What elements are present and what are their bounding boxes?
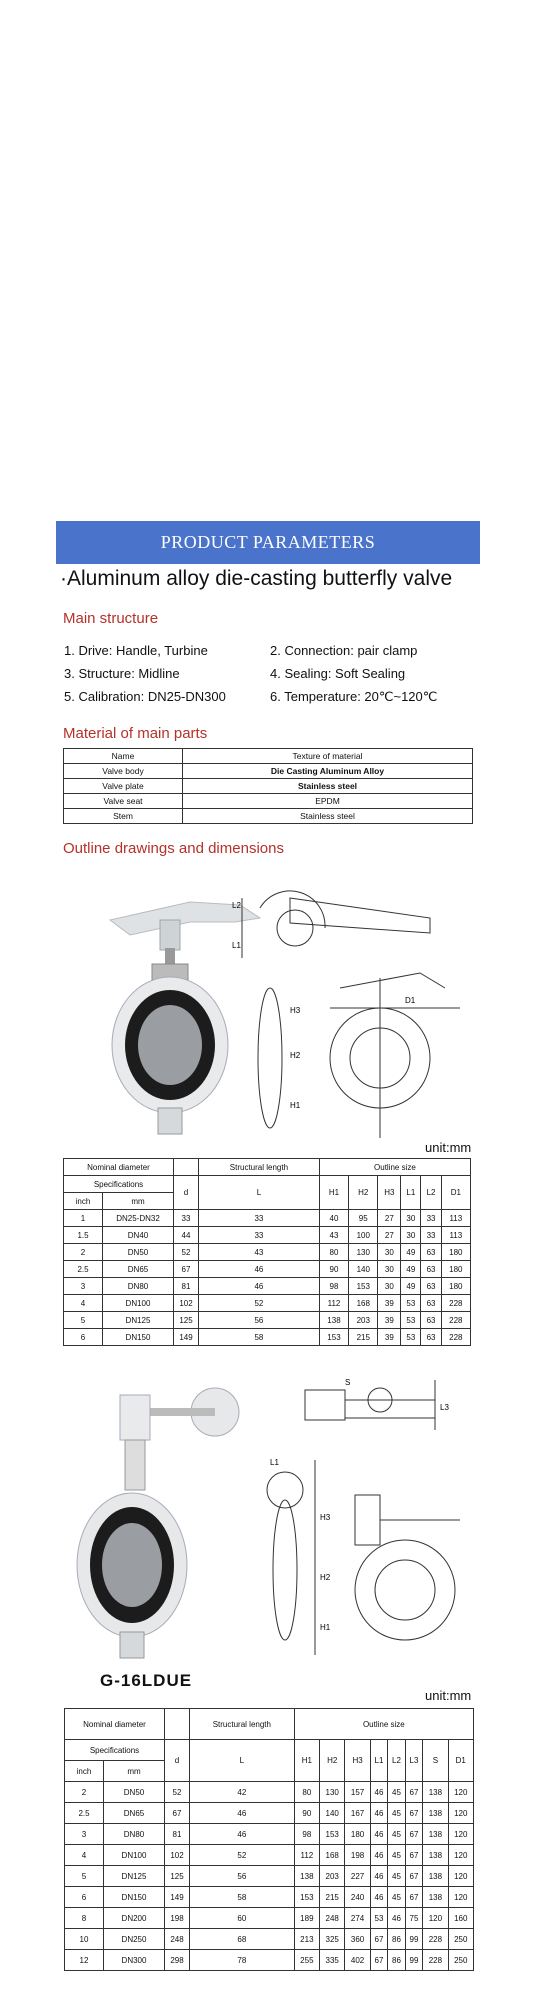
table-cell: 63 [421, 1261, 441, 1278]
parameters-banner [56, 521, 480, 564]
table-cell: 53 [401, 1312, 421, 1329]
table-cell: 46 [199, 1261, 320, 1278]
table-row [65, 1866, 474, 1887]
table-cell: 3 [64, 1278, 103, 1295]
table-header-cell: Nominal diameter [65, 1709, 165, 1740]
table-cell: 49 [401, 1244, 421, 1261]
table-cell: 46 [370, 1866, 387, 1887]
table-header-cell: Specifications [64, 1176, 174, 1193]
table-header-cell: Outline size [319, 1159, 470, 1176]
table-cell: 56 [199, 1312, 320, 1329]
table-cell: DN125 [104, 1866, 165, 1887]
dim-label: L2 [232, 901, 241, 910]
table-cell: 325 [320, 1929, 345, 1950]
table-cell: 42 [190, 1782, 295, 1803]
table-cell: 112 [294, 1845, 319, 1866]
table-cell: 81 [165, 1824, 190, 1845]
table-cell: DN200 [104, 1908, 165, 1929]
table-header-cell: Structural length [199, 1159, 320, 1176]
table-cell: 1.5 [64, 1227, 103, 1244]
feature-item: 2. Connection: pair clamp [270, 643, 418, 658]
table-cell: Stainless steel [183, 809, 473, 824]
table-cell: 39 [378, 1312, 401, 1329]
table-cell: 98 [319, 1278, 348, 1295]
table-cell: 189 [294, 1908, 319, 1929]
table-cell: 250 [448, 1950, 473, 1971]
dim-label: L1 [270, 1458, 279, 1467]
table-cell: 138 [423, 1824, 448, 1845]
table-header-cell: L1 [370, 1740, 387, 1782]
table-cell: 215 [320, 1887, 345, 1908]
table-header-cell [165, 1709, 190, 1740]
model-label: G-16LDUE [100, 1671, 193, 1690]
table-cell: 120 [448, 1866, 473, 1887]
table-cell: 10 [65, 1929, 104, 1950]
table-row [64, 1210, 471, 1227]
banner-title: PRODUCT PARAMETERS [160, 532, 376, 552]
table-cell: 75 [405, 1908, 422, 1929]
table-cell: 168 [349, 1295, 378, 1312]
table-cell: 43 [319, 1227, 348, 1244]
table-cell: 100 [349, 1227, 378, 1244]
table-cell: 40 [319, 1210, 348, 1227]
dim-label: L1 [232, 941, 241, 950]
table-cell: 67 [370, 1929, 387, 1950]
table-cell: DN65 [104, 1803, 165, 1824]
table-row [64, 1278, 471, 1295]
table-header-cell: mm [104, 1761, 165, 1782]
dim-label: H2 [290, 1051, 301, 1060]
table-cell: 102 [174, 1295, 199, 1312]
table-cell: 113 [441, 1210, 470, 1227]
table-header-cell: Nominal diameter [64, 1159, 174, 1176]
table-cell: 248 [320, 1908, 345, 1929]
table-cell: 39 [378, 1295, 401, 1312]
table-cell: 130 [320, 1782, 345, 1803]
outline-drawing-1 [230, 878, 470, 1148]
table-cell: 120 [448, 1887, 473, 1908]
table-cell: 46 [388, 1908, 405, 1929]
table-header-cell: D1 [441, 1176, 470, 1210]
table-cell: 255 [294, 1950, 319, 1971]
table-cell: 274 [345, 1908, 370, 1929]
table-cell: Valve plate [64, 779, 183, 794]
table-cell: 198 [165, 1908, 190, 1929]
table-cell: 240 [345, 1887, 370, 1908]
unit-label: unit:mm [425, 1688, 472, 1703]
table-cell: 180 [441, 1278, 470, 1295]
table-cell: 138 [423, 1803, 448, 1824]
table-header-cell: mm [103, 1193, 174, 1210]
table-cell: 33 [199, 1210, 320, 1227]
table-row [64, 1244, 471, 1261]
table-cell: 67 [165, 1803, 190, 1824]
main-structure-heading: Main structure [63, 610, 159, 627]
dim-label: H2 [320, 1573, 331, 1582]
dim-label: D1 [405, 996, 416, 1005]
table-cell: 138 [294, 1866, 319, 1887]
table-cell: 46 [190, 1824, 295, 1845]
table-header-cell: D1 [448, 1740, 473, 1782]
table-cell: 6 [65, 1887, 104, 1908]
table-header-cell: Name [64, 749, 183, 764]
feature-item: 4. Sealing: Soft Sealing [270, 666, 406, 681]
table-cell: 45 [388, 1887, 405, 1908]
table-cell: 33 [174, 1210, 199, 1227]
table-cell: 120 [448, 1782, 473, 1803]
dim-label: S [345, 1378, 351, 1387]
table-cell: 99 [405, 1950, 422, 1971]
table-cell: 58 [199, 1329, 320, 1346]
table-cell: 138 [319, 1312, 348, 1329]
table-cell: 112 [319, 1295, 348, 1312]
table-cell: 46 [370, 1824, 387, 1845]
table-cell: 5 [65, 1866, 104, 1887]
table-cell: 2.5 [65, 1803, 104, 1824]
table-cell: 33 [421, 1210, 441, 1227]
table-cell: 45 [388, 1845, 405, 1866]
table-cell: 125 [174, 1312, 199, 1329]
table-header-cell: H2 [349, 1176, 378, 1210]
table-cell: 27 [378, 1227, 401, 1244]
material-table [63, 748, 473, 824]
table-cell: 335 [320, 1950, 345, 1971]
table-row [65, 1824, 474, 1845]
table-cell: 56 [190, 1866, 295, 1887]
table-cell: DN150 [104, 1887, 165, 1908]
table-cell: 30 [378, 1244, 401, 1261]
table-cell: 5 [64, 1312, 103, 1329]
table-row [64, 779, 473, 794]
table-cell: 248 [165, 1929, 190, 1950]
table-cell: 33 [421, 1227, 441, 1244]
table-cell: 102 [165, 1845, 190, 1866]
table-cell: 80 [319, 1244, 348, 1261]
table-cell: 53 [370, 1908, 387, 1929]
table-cell: DN100 [103, 1295, 174, 1312]
table-cell: 213 [294, 1929, 319, 1950]
table-header-cell: L [190, 1740, 295, 1782]
table-header-cell: H3 [345, 1740, 370, 1782]
table-cell: 153 [320, 1824, 345, 1845]
table-cell: DN80 [104, 1824, 165, 1845]
table-cell: 52 [190, 1845, 295, 1866]
table-cell: Valve body [64, 764, 183, 779]
table-cell: Die Casting Aluminum Alloy [183, 764, 473, 779]
table-cell: 52 [174, 1244, 199, 1261]
table-cell: 298 [165, 1950, 190, 1971]
table-row [65, 1803, 474, 1824]
table-header-cell: L2 [388, 1740, 405, 1782]
table-header-cell: L1 [401, 1176, 421, 1210]
table-cell: DN150 [103, 1329, 174, 1346]
table-row [65, 1782, 474, 1803]
table-cell: DN50 [103, 1244, 174, 1261]
table-cell: 99 [405, 1929, 422, 1950]
table-cell: DN65 [103, 1261, 174, 1278]
table-cell: 168 [320, 1845, 345, 1866]
table-cell: 1 [64, 1210, 103, 1227]
table-cell: 80 [294, 1782, 319, 1803]
table-cell: 46 [370, 1887, 387, 1908]
table-cell: 67 [405, 1845, 422, 1866]
table-header-cell: L [199, 1176, 320, 1210]
outline-heading: Outline drawings and dimensions [63, 840, 284, 857]
dim-label: H1 [320, 1623, 331, 1632]
table-cell: 203 [320, 1866, 345, 1887]
table-cell: 86 [388, 1929, 405, 1950]
table-cell: 2.5 [64, 1261, 103, 1278]
table-row [65, 1929, 474, 1950]
table-cell: DN80 [103, 1278, 174, 1295]
table-cell: EPDM [183, 794, 473, 809]
table-cell: 153 [294, 1887, 319, 1908]
dim-label: H1 [290, 1101, 301, 1110]
table-header-cell: L2 [421, 1176, 441, 1210]
table-cell: 90 [294, 1803, 319, 1824]
table-cell: 46 [370, 1803, 387, 1824]
table-cell: 120 [423, 1908, 448, 1929]
table-cell: 203 [349, 1312, 378, 1329]
table-row [65, 1908, 474, 1929]
table-cell: 95 [349, 1210, 378, 1227]
table-header-cell: Structural length [190, 1709, 295, 1740]
dim-label: H3 [290, 1006, 301, 1015]
table-cell: 180 [441, 1244, 470, 1261]
table-cell: 4 [64, 1295, 103, 1312]
table-cell: 63 [421, 1295, 441, 1312]
table-cell: DN250 [104, 1929, 165, 1950]
table-cell: 6 [64, 1329, 103, 1346]
table-cell: 227 [345, 1866, 370, 1887]
table-cell: 67 [405, 1866, 422, 1887]
table-header-cell: S [423, 1740, 448, 1782]
table-cell: 149 [174, 1329, 199, 1346]
feature-item: 3. Structure: Midline [64, 666, 180, 681]
table-cell: 157 [345, 1782, 370, 1803]
table-cell: Valve seat [64, 794, 183, 809]
feature-item: 1. Drive: Handle, Turbine [64, 643, 208, 658]
table-cell: 125 [165, 1866, 190, 1887]
table-cell: 90 [319, 1261, 348, 1278]
table-cell: 138 [423, 1845, 448, 1866]
table-cell: 98 [294, 1824, 319, 1845]
table-cell: 46 [370, 1782, 387, 1803]
table-header-cell: L3 [405, 1740, 422, 1782]
table-cell: 39 [378, 1329, 401, 1346]
table-cell: 67 [405, 1887, 422, 1908]
table-cell: 43 [199, 1244, 320, 1261]
table-cell: 33 [199, 1227, 320, 1244]
table-cell: 49 [401, 1278, 421, 1295]
table-cell: 3 [65, 1824, 104, 1845]
table-cell: 45 [388, 1824, 405, 1845]
table-cell: 67 [405, 1782, 422, 1803]
dim-label: H3 [320, 1513, 331, 1522]
outline-drawing-2 [245, 1370, 470, 1670]
table-header-cell: H3 [378, 1176, 401, 1210]
table-cell: 153 [349, 1278, 378, 1295]
table-cell: 45 [388, 1866, 405, 1887]
table-cell: 60 [190, 1908, 295, 1929]
table-cell: 228 [423, 1929, 448, 1950]
table-cell: 52 [165, 1782, 190, 1803]
table-cell: 45 [388, 1803, 405, 1824]
table-header-cell: Outline size [294, 1709, 473, 1740]
table-cell: DN25-DN32 [103, 1210, 174, 1227]
table-row [65, 1887, 474, 1908]
table-cell: 2 [65, 1782, 104, 1803]
table-cell: 46 [199, 1278, 320, 1295]
table-cell: 63 [421, 1244, 441, 1261]
table-cell: 160 [448, 1908, 473, 1929]
gear-valve-photo [70, 1370, 240, 1670]
table-header-cell [174, 1159, 199, 1176]
table-cell: 198 [345, 1845, 370, 1866]
table-cell: 68 [190, 1929, 295, 1950]
table-cell: 53 [401, 1295, 421, 1312]
table-cell: 402 [345, 1950, 370, 1971]
table-cell: 140 [349, 1261, 378, 1278]
feature-item: 5. Calibration: DN25-DN300 [64, 689, 226, 704]
table-cell: 250 [448, 1929, 473, 1950]
table-row [64, 809, 473, 824]
table-cell: 30 [401, 1227, 421, 1244]
table-cell: 153 [319, 1329, 348, 1346]
dimension-table-1 [63, 1158, 471, 1346]
table-cell: 46 [190, 1803, 295, 1824]
table-cell: 360 [345, 1929, 370, 1950]
table-header-cell: inch [64, 1193, 103, 1210]
table-cell: 4 [65, 1845, 104, 1866]
table-header-cell: H1 [294, 1740, 319, 1782]
table-cell: 44 [174, 1227, 199, 1244]
feature-item: 6. Temperature: 20℃~120℃ [270, 689, 438, 704]
table-cell: DN300 [104, 1950, 165, 1971]
table-cell: 63 [421, 1312, 441, 1329]
table-cell: 58 [190, 1887, 295, 1908]
table-cell: 30 [378, 1261, 401, 1278]
table-cell: 120 [448, 1803, 473, 1824]
table-cell: 8 [65, 1908, 104, 1929]
material-heading: Material of main parts [63, 725, 208, 742]
table-cell: DN100 [104, 1845, 165, 1866]
table-cell: 167 [345, 1803, 370, 1824]
product-title: ·Aluminum alloy die-casting butterfly valve [60, 567, 453, 590]
table-cell: 138 [423, 1782, 448, 1803]
table-header-cell: d [165, 1740, 190, 1782]
table-row [65, 1950, 474, 1971]
table-cell: 180 [345, 1824, 370, 1845]
table-cell: 53 [401, 1329, 421, 1346]
table-cell: 113 [441, 1227, 470, 1244]
table-cell: 78 [190, 1950, 295, 1971]
table-row [64, 1312, 471, 1329]
table-header-row [64, 1159, 471, 1176]
table-cell: 67 [370, 1950, 387, 1971]
table-cell: 228 [441, 1312, 470, 1329]
table-row [64, 1295, 471, 1312]
table-cell: 67 [405, 1824, 422, 1845]
table-cell: 63 [421, 1329, 441, 1346]
table-cell: DN125 [103, 1312, 174, 1329]
table-cell: 86 [388, 1950, 405, 1971]
table-cell: 49 [401, 1261, 421, 1278]
table-cell: 120 [448, 1845, 473, 1866]
table-row [64, 794, 473, 809]
table-cell: 215 [349, 1329, 378, 1346]
table-header-row [65, 1709, 474, 1740]
table-cell: 130 [349, 1244, 378, 1261]
table-header-cell: H2 [320, 1740, 345, 1782]
dim-label: L3 [440, 1403, 449, 1412]
unit-label: unit:mm [425, 1140, 472, 1155]
table-header-cell: Specifications [65, 1740, 165, 1761]
table-cell: DN50 [104, 1782, 165, 1803]
table-row [64, 1227, 471, 1244]
table-cell: Stainless steel [183, 779, 473, 794]
table-cell: 149 [165, 1887, 190, 1908]
table-row [64, 1261, 471, 1278]
table-cell: 180 [441, 1261, 470, 1278]
table-cell: 46 [370, 1845, 387, 1866]
table-cell: 120 [448, 1824, 473, 1845]
table-row [64, 1329, 471, 1346]
table-cell: 30 [378, 1278, 401, 1295]
table-header-row [65, 1740, 474, 1761]
table-cell: 27 [378, 1210, 401, 1227]
table-cell: 138 [423, 1866, 448, 1887]
table-header-row [64, 1176, 471, 1193]
table-cell: 2 [64, 1244, 103, 1261]
table-cell: 138 [423, 1887, 448, 1908]
table-header-cell: inch [65, 1761, 104, 1782]
dimension-table-2 [64, 1708, 474, 1971]
table-cell: 67 [405, 1803, 422, 1824]
table-cell: 81 [174, 1278, 199, 1295]
table-cell: 52 [199, 1295, 320, 1312]
table-cell: 12 [65, 1950, 104, 1971]
table-cell: 67 [174, 1261, 199, 1278]
table-cell: DN40 [103, 1227, 174, 1244]
table-header-cell: d [174, 1176, 199, 1210]
table-header-row [64, 749, 473, 764]
table-row [64, 764, 473, 779]
table-cell: 30 [401, 1210, 421, 1227]
table-cell: 45 [388, 1782, 405, 1803]
table-cell: 228 [423, 1950, 448, 1971]
table-cell: 228 [441, 1329, 470, 1346]
table-cell: Stem [64, 809, 183, 824]
table-header-cell: H1 [319, 1176, 348, 1210]
table-row [65, 1845, 474, 1866]
table-cell: 228 [441, 1295, 470, 1312]
table-cell: 140 [320, 1803, 345, 1824]
table-cell: 63 [421, 1278, 441, 1295]
table-header-cell: Texture of material [183, 749, 473, 764]
